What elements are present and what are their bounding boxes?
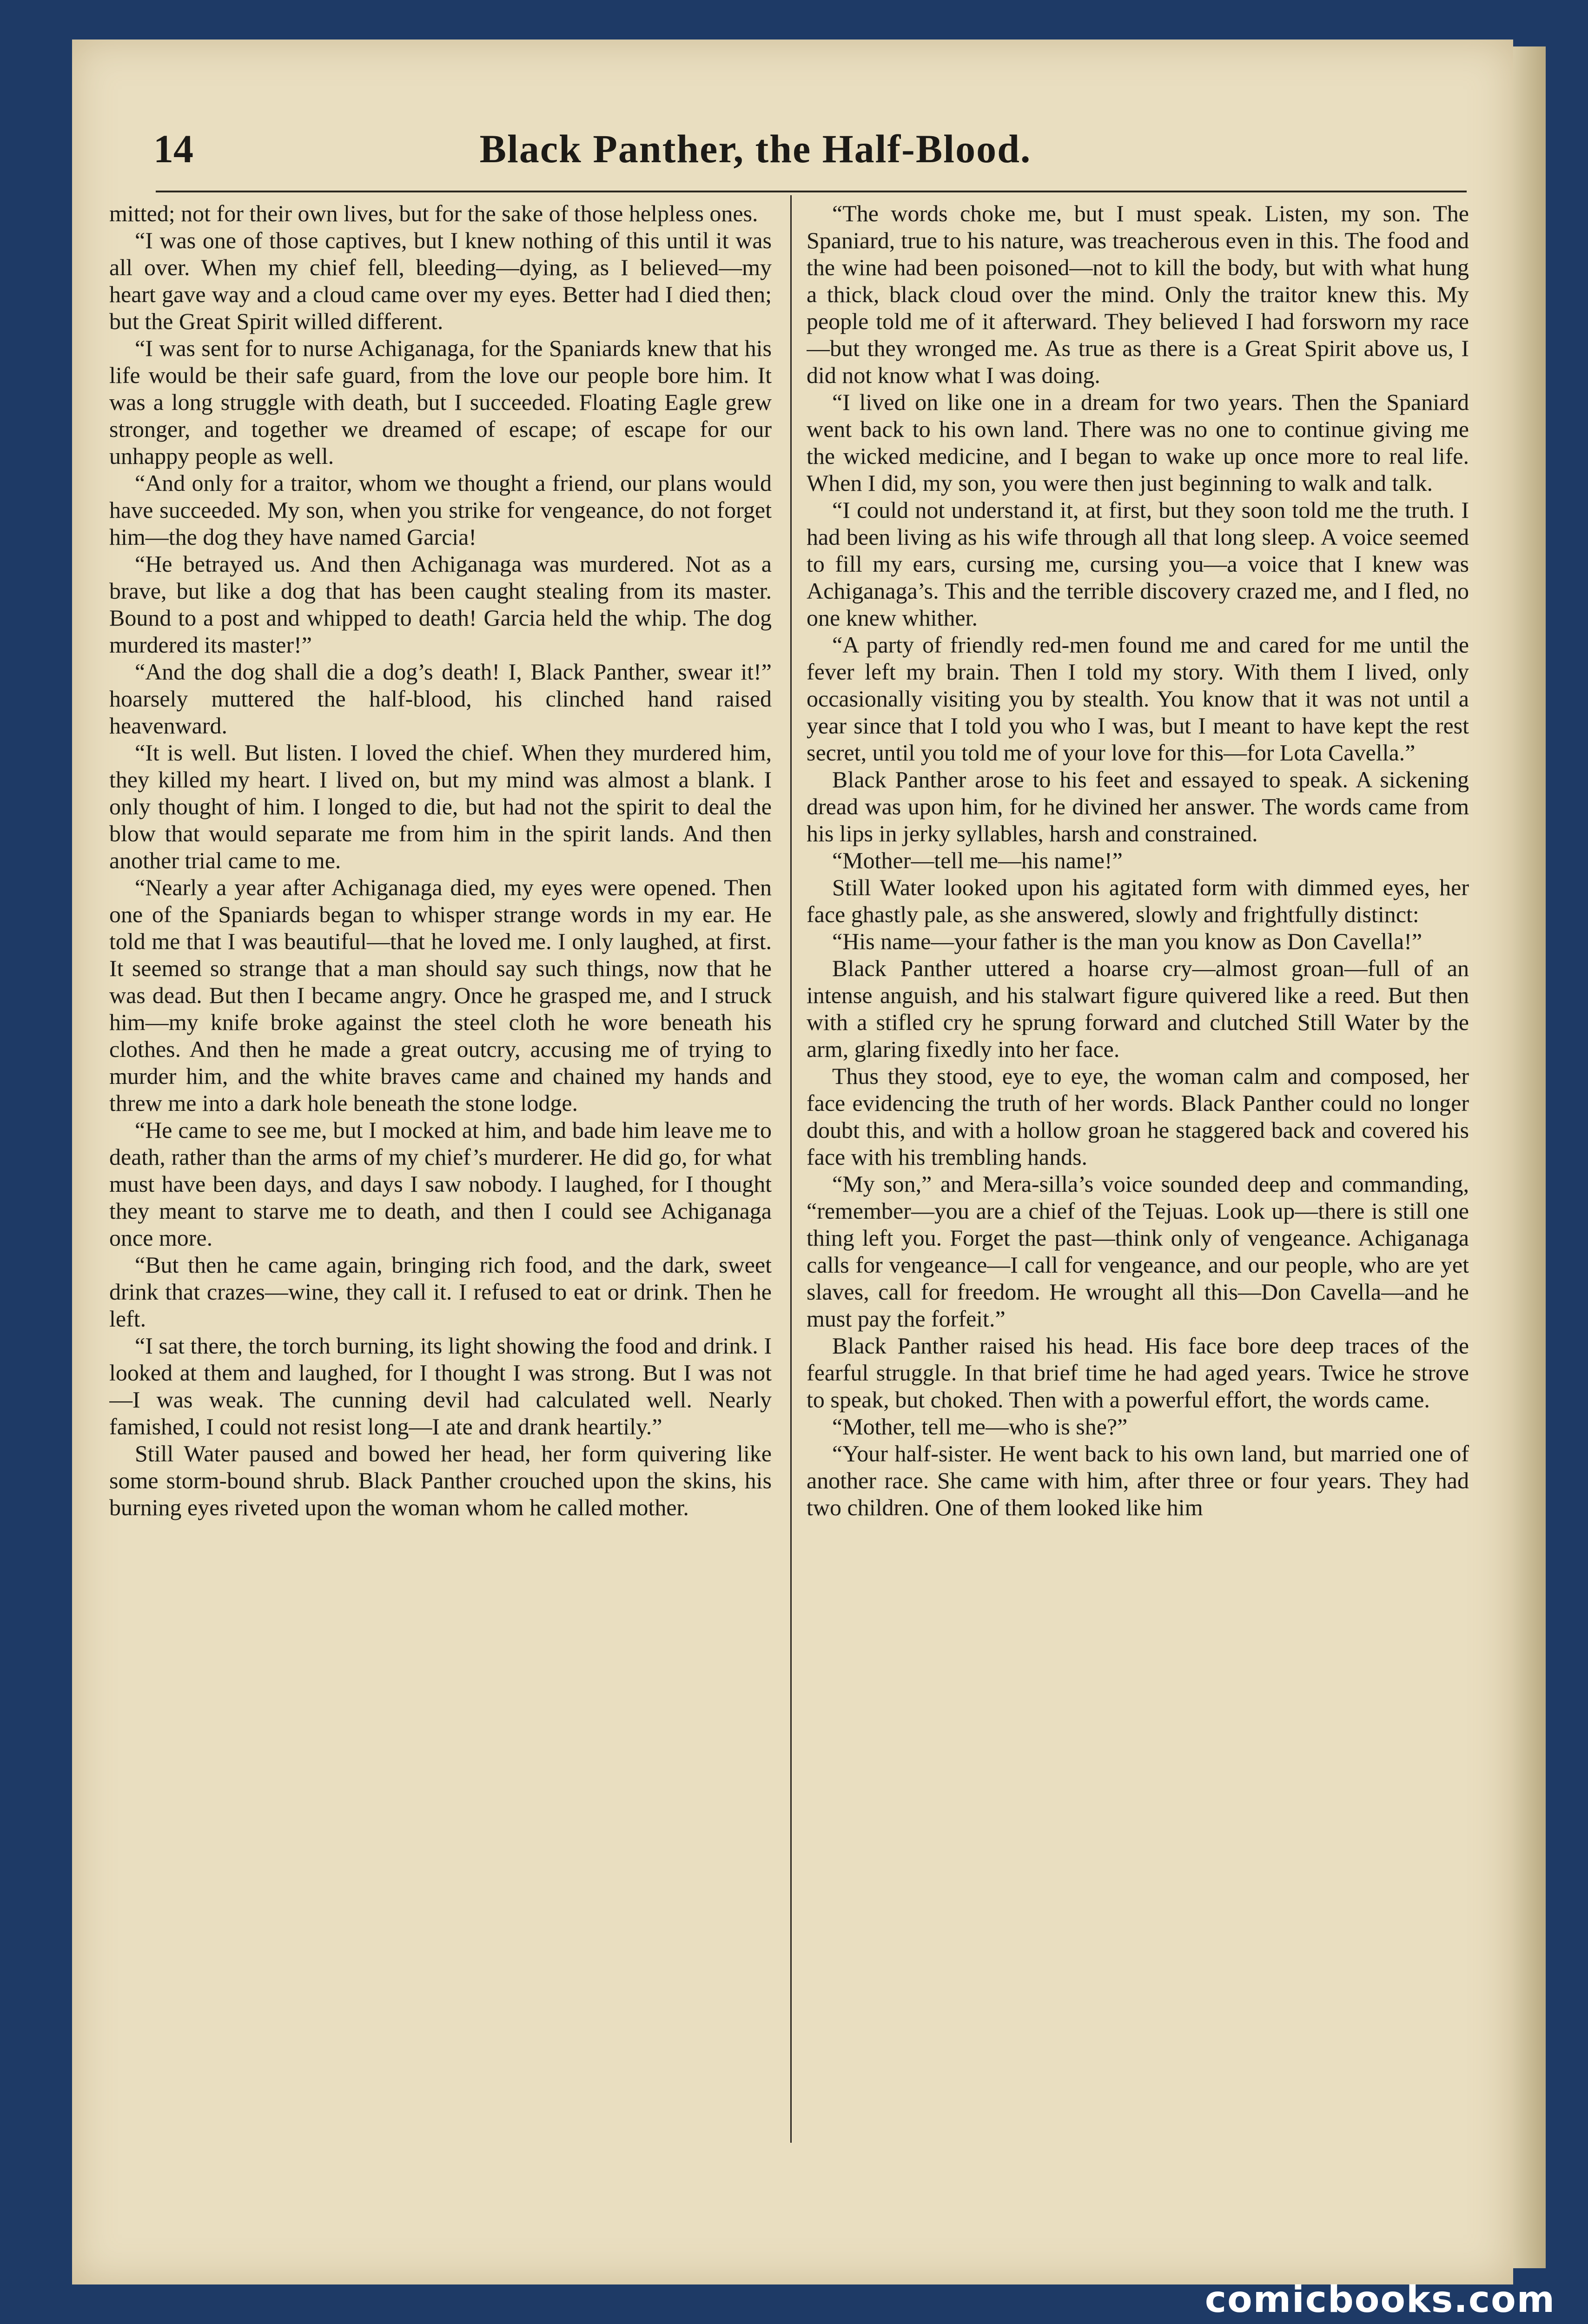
paragraph: “Nearly a year after Achiganaga died, my eyes were opened. Then one of the Spaniards began to whisper strange words in my ear. He told me that I was beautiful—that he loved me. I only laughed, at first. It seemed so strange that a man should say such things, now that he was dead. But then I became angry. Once he grasped me, and I struck him—my knife broke against the steel cloth he wore beneath his clothes. And then he made a great outcry, accusing me of trying to murder him, and the white braves came and chained my hands and threw me into a dark hole beneath the stone lodge.	[109, 874, 772, 1116]
paragraph: “It is well. But listen. I loved the chief. When they murdered him, they killed my heart. I lived on, but my mind was almost a blank. I only thought of him. I longed to die, but had not the spirit to deal the blow that would separate me from him in the spirit lands. And then another trial came to me.	[109, 739, 772, 873]
text-column-right	[807, 200, 1469, 2143]
page-edge	[1513, 46, 1546, 2268]
paragraph: “I could not understand it, at first, but they soon told me the truth. I had been living as his wife through all that long sleep. A voice seemed to fill my ears, cursing me, cursing you—a voice that I knew was Achiganaga’s. This and the terrible discovery crazed me, and I fled, no one knew whither.	[807, 497, 1469, 631]
column-divider	[790, 195, 792, 2143]
paragraph: “And only for a traitor, whom we thought a friend, our plans would have succeeded. My son, when you strike for vengeance, do not forget him—the dog they have named Garcia!	[109, 470, 772, 550]
paragraph: “My son,” and Mera-silla’s voice sounded deep and commanding, “remember—you are a chief of the Tejuas. Look up—there is still one thing left you. Forget the past—think only of vengeance. Achiganaga calls for vengeance—I call for vengeance, and our people, who are yet slaves, call for freedom. He wrought all this—Don Cavella—and he must pay the forfeit.”	[807, 1171, 1469, 1332]
paragraph: mitted; not for their own lives, but for the sake of those helpless ones.	[109, 200, 758, 226]
paragraph: “Your half-sister. He went back to his own land, but married one of another race. She came with him, after three or four years. They had two children. One of them looked like him	[807, 1440, 1469, 1520]
text-column-left	[109, 200, 772, 2143]
page-number: 14	[153, 126, 193, 171]
paragraph: Black Panther raised his head. His face bore deep traces of the fearful struggle. In that brief time he had aged years. Twice he strove to speak, but choked. Then with a powerful effort, the words came.	[807, 1333, 1469, 1413]
paragraph: Still Water looked upon his agitated form with dimmed eyes, her face ghastly pale, as she answered, slowly and frightfully distinct:	[807, 874, 1469, 927]
paragraph: “He betrayed us. And then Achiganaga was murdered. Not as a brave, but like a dog that has been caught stealing from its master. Bound to a post and whipped to death! Garcia held the whip. The dog murdered its master!”	[109, 551, 772, 658]
header-rule	[156, 191, 1467, 192]
paragraph: Black Panther uttered a hoarse cry—almost groan—full of an intense anguish, and his stalwart figure quivered like a reed. But then with a stifled cry he sprung forward and clutched Still Water by the arm, glaring fixedly into her face.	[807, 955, 1469, 1062]
paragraph: Black Panther arose to his feet and essayed to speak. A sickening dread was upon him, for he divined her answer. The words came from his lips in jerky syllables, harsh and constrained.	[807, 766, 1469, 846]
paragraph: “I sat there, the torch burning, its light showing the food and drink. I looked at them and laughed, for I thought I was strong. But I was not—I was weak. The cunning devil had calculated well. Nearly famished, I could not resist long—I ate and drank heartily.”	[109, 1333, 772, 1439]
paragraph: “I was one of those captives, but I knew nothing of this until it was all over. When my chief fell, bleeding—dying, as I believed—my heart gave way and a cloud came over my eyes. Better had I died then; but the Great Spirit willed different.	[109, 227, 772, 334]
paragraph: Still Water paused and bowed her head, her form quivering like some storm-bound shrub. Black Panther crouched upon the skins, his burning eyes riveted upon the woman whom he called mother.	[109, 1440, 772, 1520]
paragraph: “Mother, tell me—who is she?”	[832, 1413, 1128, 1439]
paragraph: “I lived on like one in a dream for two years. Then the Spaniard went back to his own land. There was no one to continue giving me the wicked medicine, and I began to wake up once more to real life. When I did, my son, you were then just beginning to walk and talk.	[807, 389, 1469, 496]
paragraph: “A party of friendly red-men found me and cared for me until the fever left my brain. Then I told my story. With them I lived, only occasionally visiting you by stealth. You know that it was not until a year since that I told you who I was, but I meant to have kept the rest secret, until you told me of your love for this—for Lota Cavella.”	[807, 632, 1469, 766]
page-header	[81, 91, 1429, 179]
running-title: Black Panther, the Half-Blood.	[479, 126, 1032, 171]
watermark: comicbooks.com	[1204, 2279, 1555, 2321]
paragraph: “The words choke me, but I must speak. Listen, my son. The Spaniard, true to his nature, was treacherous even in this. The food and the wine had been poisoned—not to kill the body, but with what hung a thick, black cloud over the mind. Only the traitor knew this. My people told me of it afterward. They believed I had forsworn my race—but they wronged me. As true as there is a Great Spirit above us, I did not know what I was doing.	[807, 200, 1469, 388]
paragraph: Thus they stood, eye to eye, the woman calm and composed, her face evidencing the truth of her words. Black Panther could no longer doubt this, and with a hollow groan he staggered back and covered his face with his trembling hands.	[807, 1063, 1469, 1170]
paragraph: “His name—your father is the man you know as Don Cavella!”	[832, 928, 1423, 954]
paragraph: “He came to see me, but I mocked at him, and bade him leave me to death, rather than the arms of my chief’s murderer. He did go, for what must have been days, and days I saw nobody. I laughed, for I thought they meant to starve me to death, and then I could see Achiganaga once more.	[109, 1117, 772, 1251]
paragraph: “And the dog shall die a dog’s death! I, Black Panther, swear it!” hoarsely muttered the half-blood, his clinched hand raised heavenward.	[109, 659, 772, 739]
paragraph: “Mother—tell me—his name!”	[832, 847, 1123, 873]
paragraph: “I was sent for to nurse Achiganaga, for the Spaniards knew that his life would be their safe guard, from the love our people bore him. It was a long struggle with death, but I succeeded. Floating Eagle grew stronger, and together we dreamed of escape; of escape for our unhappy people as well.	[109, 335, 772, 469]
paragraph: “But then he came again, bringing rich food, and the dark, sweet drink that crazes—wine, they call it. I refused to eat or drink. Then he left.	[109, 1252, 772, 1332]
